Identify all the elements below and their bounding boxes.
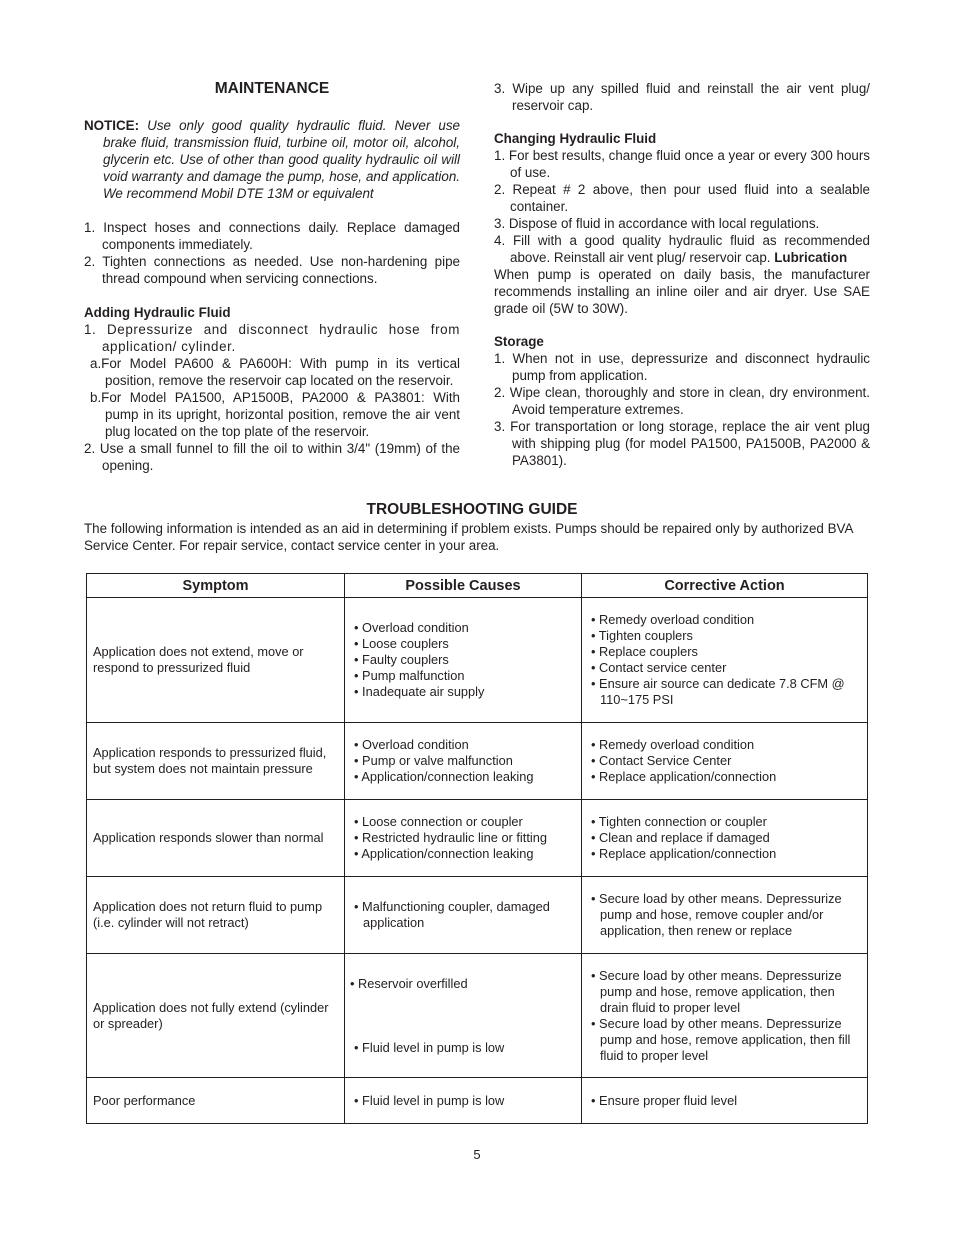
action-item: • Replace application/connection [591,769,777,784]
changing-fluid-title: Changing Hydraulic Fluid [494,131,657,146]
adding-step-1a: a.For Model PA600 & PA600H: With pump in its vertical position, remove the reservoir cap located on the reservoir. [90,356,460,388]
storage-step: 3. For transportation or long storage, replace the air vent plug with shipping plug (for model PA1500, PA1500B, PA2000 & PA3801). [494,419,870,468]
header-symptom: Symptom [87,574,345,598]
table-row [87,877,868,954]
symptom-cell: Application does not return fluid to pump (i.e. cylinder will not retract) [87,877,345,954]
storage-title: Storage [494,334,544,349]
action-item: • Tighten couplers [591,628,693,643]
storage-step: 2. Wipe clean, thoroughly and store in clean, dry environment. Avoid temperature extremes. [494,385,870,417]
notice-text: Use only good quality hydraulic fluid. Never use brake fluid, transmission fluid, turbine oil, motor oil, alcohol, glycerin etc. Use of other than good quality hydraulic oil will void warranty and damage the pump, hose, and application. We recommend Mobil DTE 13M or equivalent [103,118,460,201]
cause-item: • Application/connection leaking [354,846,534,861]
symptom-cell: Application responds to pressurized fluid, but system does not maintain pressure [87,723,345,800]
action-item: • Replace application/connection [591,846,777,861]
cause-item: • Reservoir overfilled [350,975,468,991]
changing-step-4 [494,232,870,266]
cause-item: • Application/connection leaking [354,769,534,784]
causes-cell [345,954,582,1078]
action-cell [582,1078,868,1124]
action-item: • Ensure air source can dedicate 7.8 CFM @ 110~175 PSI [591,676,845,707]
lubrication-text: When pump is operated on daily basis, the manufacturer recommends installing an inline oiler and air dryer. Use SAE grade oil (5W to 30W). [494,267,870,316]
causes-cell [345,598,582,723]
changing-step: 3. Dispose of fluid in accordance with local regulations. [494,216,820,231]
causes-cell [345,1078,582,1124]
action-cell [582,723,868,800]
cause-item: • Pump or valve malfunction [354,753,513,768]
troubleshooting-table [86,573,868,1124]
right-column [494,80,870,469]
cause-item: • Fluid level in pump is low [354,1092,505,1108]
cause-item: • Restricted hydraulic line or fitting [354,830,547,845]
maintenance-step: 1. Inspect hoses and connections daily. Replace damaged components immediately. [84,220,460,252]
action-item: • Remedy overload condition [591,612,755,627]
action-item: • Clean and replace if damaged [591,830,770,845]
notice [84,117,460,202]
cause-item: • Loose connection or coupler [354,814,523,829]
causes-cell [345,800,582,877]
cause-item: • Faulty couplers [354,652,449,667]
action-item: • Secure load by other means. Depressurize pump and hose, remove coupler and/or application, then renew or replace [591,891,842,938]
symptom-cell: Application does not extend, move or respond to pressurized fluid [87,598,345,723]
adding-step-1b: b.For Model PA1500, AP1500B, PA2000 & PA3801: With pump in its upright, horizontal position, remove the air vent plug located on the top plate of the reservoir. [90,390,460,439]
page-number: 5 [473,1147,481,1162]
maintenance-title: MAINTENANCE [214,80,330,97]
table-row [87,800,868,877]
cause-item: • Fluid level in pump is low [354,1039,505,1055]
cause-item: • Inadequate air supply [354,684,485,699]
table-row [87,598,868,723]
changing-step: 2. Repeat # 2 above, then pour used fluid into a sealable container. [494,182,870,214]
cause-item: • Pump malfunction [354,668,465,683]
symptom-cell: Application responds slower than normal [87,800,345,877]
changing-step-4-text: 4. Fill with a good quality hydraulic fluid as recommended above. Reinstall air vent plug/ reservoir cap. [494,233,870,265]
action-item: • Contact Service Center [591,753,732,768]
action-item: • Tighten connection or coupler [591,814,767,829]
symptom-cell: Poor performance [87,1078,345,1124]
lubrication-label: Lubrication [774,250,848,265]
action-cell [582,877,868,954]
action-item: • Replace couplers [591,644,698,659]
cause-item: • Malfunctioning coupler, damaged application [354,899,550,930]
symptom-cell: Application does not fully extend (cylinder or spreader) [87,954,345,1078]
action-item: • Secure load by other means. Depressurize pump and hose, remove application, then fill fluid to proper level [591,1015,851,1063]
left-column [84,78,460,474]
cause-item: • Overload condition [354,620,469,635]
action-item: • Secure load by other means. Depressurize pump and hose, remove application, then drain fluid to proper level [591,967,842,1015]
causes-cell [345,723,582,800]
action-cell [582,598,868,723]
table-header-row [87,574,868,598]
adding-step-1: 1. Depressurize and disconnect hydraulic hose from application/ cylinder. [84,322,460,354]
action-item: • Ensure proper fluid level [591,1092,738,1108]
adding-step-2: 2. Use a small funnel to fill the oil to within 3/4" (19mm) of the opening. [84,441,460,473]
troubleshooting-title: TROUBLESHOOTING GUIDE [366,501,578,518]
header-action: Corrective Action [582,574,868,598]
cause-item: • Loose couplers [354,636,449,651]
table-row [87,723,868,800]
notice-label: NOTICE: [84,118,140,133]
adding-fluid-title: Adding Hydraulic Fluid [84,305,231,320]
changing-step: 1. For best results, change fluid once a year or every 300 hours of use. [494,148,870,180]
cause-item: • Overload condition [354,737,469,752]
causes-cell [345,877,582,954]
storage-step: 1. When not in use, depressurize and disconnect hydraulic pump from application. [494,351,870,383]
action-cell [582,800,868,877]
table-row [87,1078,868,1124]
table-row [87,954,868,1078]
header-causes: Possible Causes [345,574,582,598]
action-item: • Remedy overload condition [591,737,755,752]
adding-step-3: 3. Wipe up any spilled fluid and reinstall the air vent plug/ reservoir cap. [494,81,870,113]
maintenance-step: 2. Tighten connections as needed. Use non-hardening pipe thread compound when servicing connections. [84,254,460,286]
action-item: • Contact service center [591,660,727,675]
troubleshooting-intro: The following information is intended as an aid in determining if problem exists. Pumps should be repaired only by authorized BVA Service Center. For repair service, contact service center in your area. [84,521,853,553]
action-cell [582,954,868,1078]
